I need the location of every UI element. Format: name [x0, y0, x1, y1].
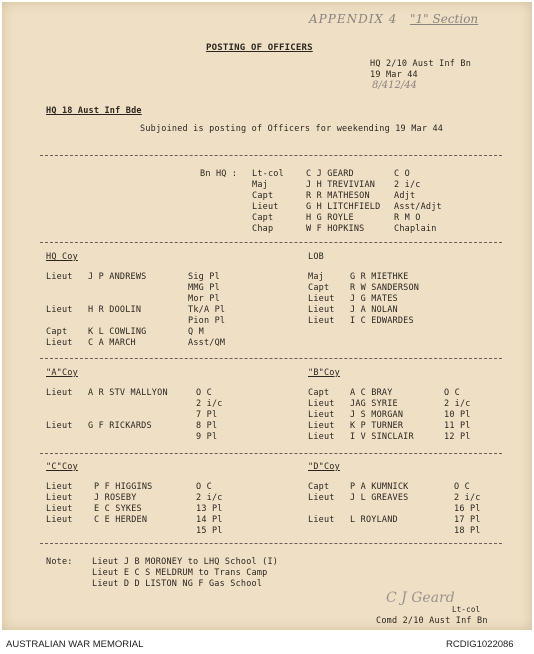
lob-name: J G MATES	[350, 294, 398, 304]
a-coy-heading: "A"Coy	[46, 368, 78, 378]
bn-hq-name: G H LITCHFIELD	[306, 202, 381, 212]
hq-coy-name: K L COWLING	[88, 327, 147, 337]
b-coy-appt: 2 i/c	[444, 399, 471, 409]
bn-hq-appt: Chaplain	[394, 224, 437, 234]
lob-rank: Lieut	[308, 294, 335, 304]
c-coy-rank: Lieut	[46, 504, 73, 514]
divider	[40, 155, 502, 156]
c-coy-rank: Lieut	[46, 482, 73, 492]
lob-name: J A NOLAN	[350, 305, 398, 315]
d-coy-heading: "D"Coy	[308, 462, 340, 472]
b-coy-heading: "B"Coy	[308, 368, 340, 378]
c-coy-heading: "C"Coy	[46, 462, 78, 472]
lob-rank: Lieut	[308, 305, 335, 315]
b-coy-rank: Lieut	[308, 421, 335, 431]
d-coy-name: P A KUMNICK	[350, 482, 409, 492]
document-page	[2, 2, 532, 630]
c-coy-name: E C SYKES	[94, 504, 142, 514]
lob-name: R W SANDERSON	[350, 283, 420, 293]
signature: C J Geard	[386, 590, 455, 606]
lob-name: G R MIETHKE	[350, 272, 409, 282]
a-coy-rank: Lieut	[46, 388, 73, 398]
d-coy-name: J L GREAVES	[350, 493, 409, 503]
b-coy-rank: Lieut	[308, 432, 335, 442]
b-coy-name: JAG SYRIE	[350, 399, 398, 409]
ref-annotation: 8/412/44	[372, 80, 417, 91]
b-coy-appt: 12 Pl	[444, 432, 471, 442]
b-coy-rank: Lieut	[308, 399, 335, 409]
hq-coy-rank: Lieut	[46, 305, 73, 315]
lob-name: I C EDWARDES	[350, 316, 414, 326]
hq-coy-name: J P ANDREWS	[88, 272, 147, 282]
d-coy-appt: O C	[454, 482, 470, 492]
bn-hq-appt: Adjt	[394, 191, 416, 201]
divider	[40, 453, 502, 454]
page-title: POSTING OF OFFICERS	[206, 43, 313, 53]
d-coy-rank: Capt	[308, 482, 330, 492]
bn-hq-appt: Asst/Adjt	[394, 202, 442, 212]
hq-coy-appt: Asst/QM	[188, 338, 226, 348]
c-coy-name: J ROSEBY	[94, 493, 137, 503]
a-coy-appt: 8 Pl	[196, 421, 218, 431]
bn-hq-appt: R M O	[394, 213, 421, 223]
subject-line: Subjoined is posting of Officers for weekending 19 Mar 44	[140, 124, 444, 134]
archive-name: AUSTRALIAN WAR MEMORIAL	[6, 639, 144, 650]
divider	[40, 358, 502, 359]
b-coy-name: K P TURNER	[350, 421, 404, 431]
b-coy-appt: 10 Pl	[444, 410, 471, 420]
divider	[40, 543, 502, 544]
d-coy-appt: 16 Pl	[454, 504, 481, 514]
c-coy-appt: 13 Pl	[196, 504, 223, 514]
bn-hq-name: H G ROYLE	[306, 213, 354, 223]
bn-hq-name: J H TREVIVIAN	[306, 180, 376, 190]
note-line: Lieut J B MORONEY to LHQ School (I)	[92, 557, 279, 567]
c-coy-appt: 2 i/c	[196, 493, 223, 503]
lob-heading: LOB	[308, 252, 324, 262]
bn-hq-name: W F HOPKINS	[306, 224, 365, 234]
a-coy-appt: O C	[196, 388, 212, 398]
a-coy-name: A R STV MALLYON	[88, 388, 168, 398]
hq-coy-rank: Lieut	[46, 338, 73, 348]
b-coy-name: J S MORGAN	[350, 410, 404, 420]
section-annotation: "1" Section	[410, 12, 479, 26]
lob-rank: Lieut	[308, 316, 335, 326]
addressee: HQ 18 Aust Inf Bde	[46, 106, 142, 116]
d-coy-appt: 2 i/c	[454, 493, 481, 503]
bn-hq-rank: Maj	[252, 180, 268, 190]
signature-rank: Lt-col	[452, 605, 481, 614]
d-coy-appt: 18 Pl	[454, 526, 481, 536]
bn-hq-appt: 2 i/c	[394, 180, 421, 190]
bn-hq-appt: C O	[394, 169, 410, 179]
b-coy-appt: O C	[444, 388, 460, 398]
c-coy-appt: O C	[196, 482, 212, 492]
note-line: Lieut D D LISTON NG F Gas School	[92, 579, 263, 589]
hq-coy-name: C A MARCH	[88, 338, 136, 348]
appendix-annotation: APPENDIX 4	[309, 12, 398, 26]
lob-rank: Maj	[308, 272, 324, 282]
divider	[40, 242, 502, 243]
hq-coy-rank: Lieut	[46, 272, 73, 282]
d-coy-name: L ROYLAND	[350, 515, 398, 525]
hq-coy-name: H R DOOLIN	[88, 305, 142, 315]
c-coy-name: C E HERDEN	[94, 515, 148, 525]
hq-coy-rank: Capt	[46, 327, 68, 337]
hq-coy-heading: HQ Coy	[46, 252, 78, 262]
hq-coy-appt: Sig Pl	[188, 272, 220, 282]
hq-coy-appt: Mor Pl	[188, 294, 220, 304]
b-coy-appt: 11 Pl	[444, 421, 471, 431]
bn-hq-rank: Capt	[252, 191, 274, 201]
b-coy-rank: Lieut	[308, 410, 335, 420]
c-coy-appt: 15 Pl	[196, 526, 223, 536]
b-coy-name: A C BRAY	[350, 388, 393, 398]
lob-rank: Capt	[308, 283, 330, 293]
note-line: Lieut E C S MELDRUM to Trans Camp	[92, 568, 268, 578]
a-coy-rank: Lieut	[46, 421, 73, 431]
d-coy-appt: 17 Pl	[454, 515, 481, 525]
c-coy-name: P F HIGGINS	[94, 482, 153, 492]
c-coy-rank: Lieut	[46, 493, 73, 503]
d-coy-rank: Lieut	[308, 515, 335, 525]
from-unit: HQ 2/10 Aust Inf Bn	[370, 59, 472, 69]
a-coy-appt: 2 i/c	[196, 399, 223, 409]
c-coy-appt: 14 Pl	[196, 515, 223, 525]
bn-hq-rank: Chap	[252, 224, 274, 234]
a-coy-name: G F RICKARDS	[88, 421, 152, 431]
hq-coy-appt: MMG Pl	[188, 283, 220, 293]
bn-hq-rank: Capt	[252, 213, 274, 223]
b-coy-name: I V SINCLAIR	[350, 432, 414, 442]
bn-hq-rank: Lieut	[252, 202, 279, 212]
a-coy-appt: 7 Pl	[196, 410, 218, 420]
hq-coy-appt: Tk/A Pl	[188, 305, 226, 315]
c-coy-rank: Lieut	[46, 515, 73, 525]
from-date: 19 Mar 44	[370, 70, 418, 80]
b-coy-rank: Capt	[308, 388, 330, 398]
signature-block: Comd 2/10 Aust Inf Bn	[376, 616, 488, 626]
archive-id: RCDIG1022086	[446, 639, 514, 650]
bn-hq-rank: Lt-col	[252, 169, 284, 179]
d-coy-rank: Lieut	[308, 493, 335, 503]
bn-hq-label: Bn HQ :	[200, 169, 238, 179]
a-coy-appt: 9 Pl	[196, 432, 218, 442]
hq-coy-appt: Pion Pl	[188, 316, 226, 326]
note-label: Note:	[46, 557, 73, 567]
bn-hq-name: C J GEARD	[306, 169, 354, 179]
bn-hq-name: R R MATHESON	[306, 191, 370, 201]
hq-coy-appt: Q M	[188, 327, 204, 337]
archive-footer	[0, 634, 534, 654]
